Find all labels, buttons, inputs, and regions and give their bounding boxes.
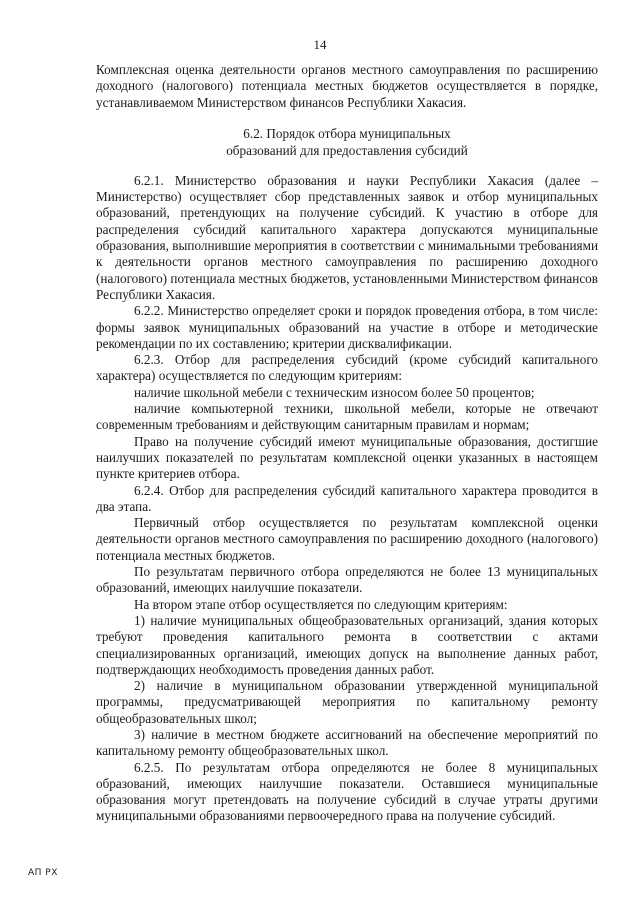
footer-mark: АП РХ: [28, 868, 58, 878]
list-item-1: 1) наличие муниципальных общеобразовательных организаций, здания которых требуют проведения капитального ремонта в соответствии с актами специализированных организаций, имеющих допуск на выполнение данных работ, подтверждающих необходимость проведения данных работ.: [96, 612, 598, 677]
document-body: [96, 62, 598, 825]
paragraph-right-to-subsidy: Право на получение субсидий имеют муниципальные образования, достигшие наилучших показателей по результатам комплексной оценки указанных в настоящем пункте критериев отбора.: [96, 433, 598, 482]
paragraph-second-stage: На втором этапе отбор осуществляется по следующим критериям:: [134, 596, 508, 612]
list-item-3: 3) наличие в местном бюджете ассигнований на обеспечение мероприятий по капитальному ремонту общеобразовательных школ.: [96, 726, 598, 759]
criterion-furniture: наличие школьной мебели с техническим износом более 50 процентов;: [134, 384, 535, 400]
paragraph-primary-selection: Первичный отбор осуществляется по результатам комплексной оценки деятельности органов местного самоуправления по расширению доходного (налогового) потенциала местных бюджетов.: [96, 515, 598, 563]
paragraph-6-2-3: 6.2.3. Отбор для распределения субсидий (кроме субсидий капитального характера) осуществляется по следующим критериям:: [96, 352, 598, 384]
paragraph-6-2-1: 6.2.1. Министерство образования и науки Республики Хакасия (далее – Министерство) осуществляет сбор представленных заявок и отбор муниципальных образований, претендующих на получение субсидий. К участию в отборе для распределения субсидий капитального характера допускаются муниципальные образования, выполнившие мероприятия в соответствии с минимальными требованиями к деятельности органов местного самоуправления по расширению доходного (налогового) потенциала местных бюджетов, установленными Министерством финансов Республики Хакасия.: [96, 172, 598, 302]
criterion-computers: наличие компьютерной техники, школьной мебели, которые не отвечают современным требованиям и действующим санитарным правилам и нормам;: [96, 401, 598, 433]
paragraph-primary-results: По результатам первичного отбора определяются не более 13 муниципальных образований, имеющих наилучшие показатели.: [96, 564, 598, 596]
section-heading-line-1: 6.2. Порядок отбора муниципальных: [243, 125, 451, 141]
list-item-2: 2) наличие в муниципальном образовании утвержденной муниципальной программы, предусматривающей мероприятия по капитальному ремонту общеобразовательных школ;: [96, 678, 598, 726]
section-heading-line-2: образований для предоставления субсидий: [226, 142, 468, 158]
page-number: 14: [313, 37, 327, 52]
paragraph-6-2-4: 6.2.4. Отбор для распределения субсидий капитального характера проводится в два этапа.: [96, 482, 598, 514]
paragraph-6-2-5: 6.2.5. По результатам отбора определяются не более 8 муниципальных образований, имеющих наилучшие показатели. Оставшиеся муниципальные образования могут претендовать на получение субсидий в случае утраты другими муниципальными образованиями первоочередного права на получение субсидий.: [96, 759, 598, 824]
intro-paragraph: Комплексная оценка деятельности органов местного самоуправления по расширению доходного (налогового) потенциала местных бюджетов осуществляется в порядке, устанавливаемом Министерством финансов Республики Хакасия.: [96, 62, 598, 110]
paragraph-6-2-2: 6.2.2. Министерство определяет сроки и порядок проведения отбора, в том числе: формы заявок муниципальных образований на участие в отборе и методические рекомендации по их составлению; критерии дисквалификации.: [96, 303, 598, 351]
section-heading: [96, 125, 598, 159]
